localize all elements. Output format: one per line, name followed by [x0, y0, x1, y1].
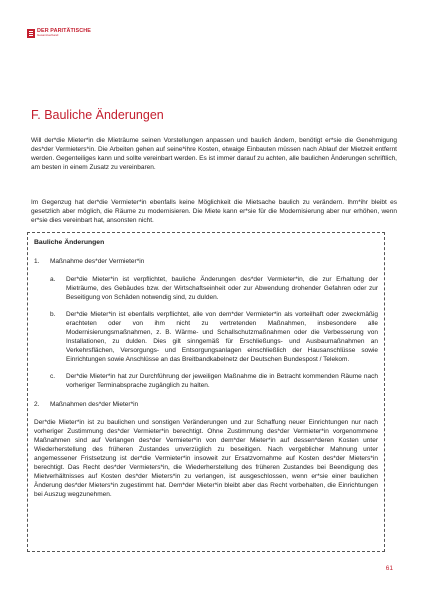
- logo-name: DER PARITÄTISCHE: [37, 28, 91, 34]
- clause-subitem-b-text: Der*die Mieter*in ist ebenfalls verpflichtet, alle von dem*der Vermieter*in als vorteilhaft oder zweckmäßig erachteten oder von ihm nicht zu vertretenden Maßnahmen, insbesondere alle Modernisierungsmaßnahmen, z. B. Wärme- und Schallschutzmaßnahmen oder die Verbesserung von Installationen, zu dulden. Dies gilt sinngemäß für Erschließungs- und Ausbaumaßnahmen an Verkehrsflächen, Versorgungs- und Entsorgungsanlagen einschließlich der Hausanschlüsse sowie Einrichtungen sowie Anschlüsse an das Breitbandkabelnetz der Deutschen Bundespost / Telekom.: [66, 311, 378, 363]
- clause-subitem-b-letter: b.: [50, 311, 56, 318]
- logo-mark-icon: [27, 29, 35, 38]
- clause-closing-paragraph: Der*die Mieter*in ist zu baulichen und sonstigen Veränderungen und zur Schaffung neuer Einrichtungen nur nach vorheriger Zustimmung des*der Vermieter*in berechtigt. Ohne Zustimmung des*der Vermieter*in vorgenommene Maßnahmen sind auf Verlangen des*der Vermieter*in von dem*der Mieter*in auf dessen*deren Kosten unter Wiederherstellung des früheren Zustandes unverzüglich zu beseitigen. Nach vergeblicher Mahnung unter angemessener Fristsetzung ist der*die Vermieter*in insoweit zur Ersatzvornahme auf Kosten des*der Mieters*in berechtigt. Das Recht des*der Vermieters*in, die Wiederherstellung des früheren Zustandes bei Beendigung des Mietverhältnisses auf Kosten des*der Mieters*in zu verlangen, ist ausgeschlossen, wenn er*sie einer baulichen Änderung des*der Mieters*in zugestimmt hat. Dem*der Mieter*in bleibt aber das Recht vorbehalten, die Einrichtungen bei Auszug wegzunehmen.: [34, 419, 378, 498]
- clause-subitem-b: [50, 310, 378, 364]
- clause-item-2: [34, 400, 378, 409]
- page-number: 61: [385, 565, 393, 572]
- clause-subitem-a: [50, 275, 378, 302]
- clause-item-2-number: 2.: [34, 401, 40, 408]
- clause-subitem-c-letter: c.: [50, 373, 56, 380]
- clause-item-1-label: Maßnahme des*der Vermieter*in: [50, 258, 145, 265]
- logo-subtitle: Gesamtverband: [37, 33, 59, 37]
- clause-subitem-c: [50, 372, 378, 390]
- clause-subitem-a-letter: a.: [50, 276, 56, 283]
- clause-box: [27, 232, 385, 552]
- clause-subitem-c-text: Der*die Mieter*in hat zur Durchführung der jeweiligen Maßnahme die in Betracht kommenden Räume nach vorheriger Terminabsprache zugänglich zu halten.: [66, 373, 378, 389]
- clause-item-1-number: 1.: [34, 258, 40, 265]
- counterpart-paragraph: Im Gegenzug hat der*die Vermieter*in ebenfalls keine Möglichkeit die Mietsache baulich zu verändern. Ihm*ihr bleibt es gesetzlich aber möglich, die Räume zu modernisieren. Die Miete kann er*sie für die Modernisierung aber nur erhöhen, wenn er*sie dies vereinbart hat, ansonsten nicht.: [31, 199, 397, 224]
- section-title: F. Bauliche Änderungen: [31, 108, 164, 122]
- logo-text: [37, 28, 91, 37]
- clause-box-title: Bauliche Änderungen: [34, 239, 105, 246]
- organization-logo: [27, 28, 91, 38]
- clause-subitem-a-text: Der*die Mieter*in ist verpflichtet, bauliche Änderungen des*der Vermieter*in, die zur Erhaltung der Mieträume, des Gebäudes bzw. der Wirtschaftseinheit oder zur Abwendung drohender Gefahren oder zur Beseitigung von Schäden notwendig sind, zu dulden.: [66, 276, 378, 301]
- intro-paragraph: Will der*die Mieter*in die Mieträume seinen Vorstellungen anpassen und baulich ändern, benötigt er*sie die Genehmigung des*der Vermieters*in. Die Arbeiten gehen auf seine*ihre Kosten, etwaige Einbauten müssen nach Ablauf der Mietzeit entfernt werden. Gegenteiliges kann und sollte vereinbart werden. Es ist immer darauf zu achten, alle baulichen Änderungen schriftlich, am besten in einem Zusatz zu vereinbaren.: [31, 137, 397, 171]
- clause-item-1: [34, 257, 378, 266]
- clause-item-2-label: Maßnahmen des*der Mieter*in: [50, 401, 139, 408]
